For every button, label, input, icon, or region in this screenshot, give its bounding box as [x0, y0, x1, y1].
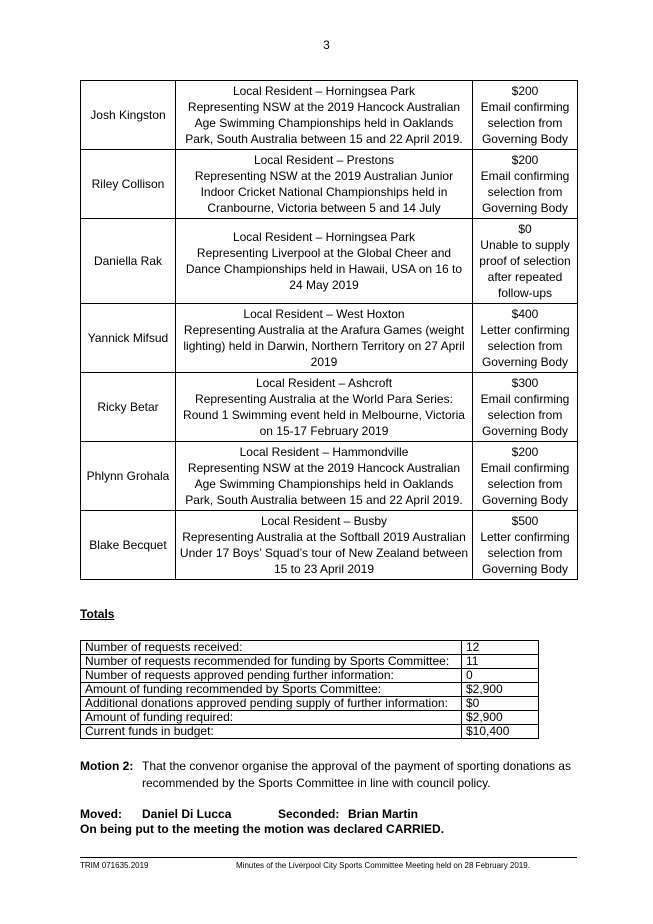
- total-value: 11: [462, 655, 539, 669]
- donation-cell: [473, 511, 578, 580]
- total-label: Number of requests approved pending further information:: [81, 669, 462, 683]
- residence: Local Resident – Busby: [260, 514, 388, 528]
- donation-amount: $0: [518, 222, 532, 236]
- applicant-name: Blake Becquet: [81, 511, 176, 580]
- seconded-name: Brian Martin: [348, 807, 419, 821]
- event-description: Representing Liverpool at the Global Cheer and Dance Championships held in Hawaii, USA on 16 to 24 May 2019: [185, 246, 463, 292]
- footer-trim: TRIM 071635.2019: [80, 861, 149, 870]
- total-label: Additional donations approved pending supply of further information:: [81, 697, 462, 711]
- donation-cell: [473, 442, 578, 511]
- total-value: $0: [462, 697, 539, 711]
- donation-note: Unable to supply proof of selection after repeated follow-ups: [479, 238, 571, 300]
- donation-note: Email confirming selection from Governing Body: [480, 392, 570, 438]
- event-description: Representing Australia at the Softball 2019 Australian Under 17 Boys’ Squad’s tour of New Zealand between 15 to 23 April 2019: [179, 530, 469, 576]
- total-value: $2,900: [462, 711, 539, 725]
- applicant-details: [176, 304, 473, 373]
- donation-cell: [473, 304, 578, 373]
- residence: Local Resident – Horningsea Park: [232, 84, 416, 98]
- total-value: 12: [462, 641, 539, 655]
- applicant-name: Yannick Mifsud: [81, 304, 176, 373]
- donation-amount: $200: [511, 84, 539, 98]
- applicant-name: Josh Kingston: [81, 81, 176, 150]
- table-row: [81, 150, 578, 219]
- table-row: [81, 711, 539, 725]
- applicant-details: [176, 442, 473, 511]
- footer-title: Minutes of the Liverpool City Sports Committee Meeting held on 28 February 2019.: [236, 861, 530, 870]
- donation-cell: [473, 81, 578, 150]
- motion-result: On being put to the meeting the motion was declared CARRIED.: [80, 822, 445, 836]
- motion-label: Motion 2:: [80, 759, 134, 773]
- residence: Local Resident – Horningsea Park: [232, 230, 416, 244]
- total-label: Number of requests recommended for funding by Sports Committee:: [81, 655, 462, 669]
- residence: Local Resident – Ashcroft: [255, 376, 393, 390]
- motion-text: That the convenor organise the approval of the payment of sporting donations as recommended by the Sports Committee in line with council policy.: [142, 759, 571, 790]
- residence: Local Resident – Prestons: [253, 153, 395, 167]
- donation-cell: [473, 373, 578, 442]
- applicant-details: [176, 81, 473, 150]
- donation-note: Letter confirming selection from Governing Body: [480, 323, 570, 369]
- table-row: [81, 641, 539, 655]
- footer-divider: [80, 857, 577, 858]
- total-label: Amount of funding required:: [81, 711, 462, 725]
- applicant-name: Ricky Betar: [81, 373, 176, 442]
- total-value: $10,400: [462, 725, 539, 739]
- totals-heading: Totals: [80, 607, 115, 621]
- applicant-name: Phlynn Grohala: [81, 442, 176, 511]
- donation-cell: [473, 150, 578, 219]
- table-row: [81, 373, 578, 442]
- applicant-details: [176, 511, 473, 580]
- event-description: Representing Australia at the Arafura Games (weight lighting) held in Darwin, Northern Territory on 27 April 2019: [183, 323, 465, 369]
- moved-line: [80, 807, 418, 821]
- total-label: Amount of funding recommended by Sports Committee:: [81, 683, 462, 697]
- totals-table: [80, 640, 539, 739]
- residence: Local Resident – West Hoxton: [243, 307, 405, 321]
- total-value: 0: [462, 669, 539, 683]
- residence: Local Resident – Hammondville: [239, 445, 409, 459]
- donation-amount: $400: [511, 307, 539, 321]
- total-label: Number of requests received:: [81, 641, 462, 655]
- moved-label: Moved:: [80, 807, 122, 821]
- event-description: Representing Australia at the World Para Series: Round 1 Swimming event held in Melbourne, Victoria on 15-17 February 2019: [183, 392, 465, 438]
- table-row: [81, 697, 539, 711]
- seconded-label: Seconded:: [278, 807, 340, 821]
- donation-note: Letter confirming selection from Governing Body: [480, 530, 570, 576]
- table-row: [81, 81, 578, 150]
- page-number: 3: [323, 38, 330, 52]
- table-row: [81, 442, 578, 511]
- table-row: [81, 683, 539, 697]
- donation-note: Email confirming selection from Governing Body: [480, 100, 570, 146]
- table-row: [81, 669, 539, 683]
- donation-amount: $500: [511, 514, 539, 528]
- donation-cell: [473, 219, 578, 304]
- total-label: Current funds in budget:: [81, 725, 462, 739]
- donation-amount: $200: [511, 153, 539, 167]
- applicant-details: [176, 150, 473, 219]
- total-value: $2,900: [462, 683, 539, 697]
- donations-table: [80, 80, 578, 580]
- donation-note: Email confirming selection from Governing Body: [480, 461, 570, 507]
- table-row: [81, 725, 539, 739]
- table-row: [81, 304, 578, 373]
- moved-name: Daniel Di Lucca: [142, 807, 232, 821]
- motion-block: [80, 758, 580, 792]
- table-row: [81, 655, 539, 669]
- event-description: Representing NSW at the 2019 Australian Junior Indoor Cricket National Championships held in Cranbourne, Victoria between 5 and 14 July: [194, 169, 454, 215]
- applicant-details: [176, 219, 473, 304]
- donation-note: Email confirming selection from Governing Body: [480, 169, 570, 215]
- event-description: Representing NSW at the 2019 Hancock Australian Age Swimming Championships held in Oaklands Park, South Australia between 15 and 22 April 2019.: [185, 461, 463, 507]
- applicant-details: [176, 373, 473, 442]
- event-description: Representing NSW at the 2019 Hancock Australian Age Swimming Championships held in Oaklands Park, South Australia between 15 and 22 April 2019.: [185, 100, 463, 146]
- table-row: [81, 511, 578, 580]
- applicant-name: Daniella Rak: [81, 219, 176, 304]
- donation-amount: $300: [511, 376, 539, 390]
- applicant-name: Riley Collison: [81, 150, 176, 219]
- donation-amount: $200: [511, 445, 539, 459]
- table-row: [81, 219, 578, 304]
